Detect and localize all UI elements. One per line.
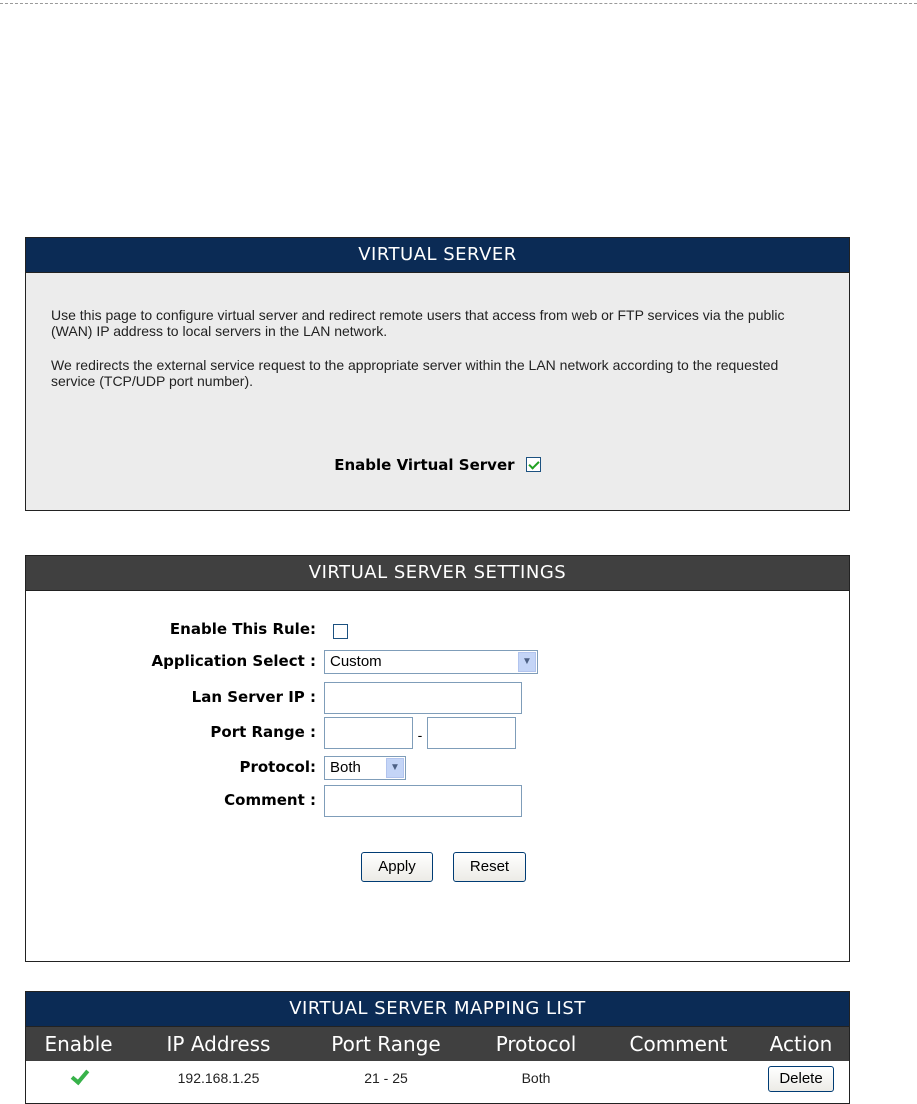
port-end-input[interactable] (427, 717, 516, 749)
protocol-select[interactable] (324, 756, 406, 780)
row-action-cell (751, 1061, 851, 1095)
mapping-list-panel (25, 991, 850, 1104)
enable-rule-row (26, 616, 849, 646)
virtual-server-description-2: We redirects the external service request to the appropriate server within the LAN network according to the requested service (TCP/UDP port number). (51, 357, 779, 389)
virtual-server-panel (25, 237, 850, 511)
port-range-label: Port Range : (210, 723, 316, 741)
settings-title: VIRTUAL SERVER SETTINGS (26, 556, 849, 591)
lan-server-ip-label: Lan Server IP : (191, 688, 316, 706)
column-header-comment: Comment (629, 1032, 728, 1056)
mapping-list-header (26, 1027, 849, 1061)
port-range-row (26, 717, 849, 747)
enable-rule-label: Enable This Rule: (169, 620, 316, 638)
comment-label: Comment : (224, 791, 316, 809)
column-header-action: Action (769, 1032, 833, 1056)
mapping-list-title: VIRTUAL SERVER MAPPING LIST (26, 992, 849, 1027)
apply-button[interactable]: Apply (361, 852, 433, 882)
enable-virtual-server-label: Enable Virtual Server (334, 456, 515, 474)
column-header-ip-address: IP Address (166, 1032, 271, 1056)
virtual-server-description-1: Use this page to configure virtual server and redirect remote users that access from web or FTP services via the public (WAN) IP address to local servers in the LAN network. (51, 307, 785, 339)
chevron-down-icon: ▼ (518, 652, 536, 672)
table-row (26, 1061, 849, 1095)
lan-server-ip-input[interactable] (324, 682, 522, 714)
virtual-server-settings-panel (25, 555, 850, 962)
application-select-value: Custom (330, 653, 382, 670)
protocol-row (26, 752, 849, 782)
chevron-down-icon: ▼ (386, 758, 404, 778)
reset-button[interactable]: Reset (453, 852, 526, 882)
row-protocol: Both (521, 1070, 551, 1086)
row-ip-address: 192.168.1.25 (177, 1070, 260, 1086)
enable-rule-checkbox[interactable] (333, 624, 348, 639)
column-header-port-range: Port Range (331, 1032, 441, 1056)
lan-server-ip-row (26, 682, 849, 712)
protocol-label: Protocol: (239, 758, 316, 776)
virtual-server-title: VIRTUAL SERVER (26, 238, 849, 273)
column-header-enable: Enable (44, 1032, 113, 1056)
application-select[interactable] (324, 650, 538, 674)
comment-input[interactable] (324, 785, 522, 817)
top-dashed-rule (0, 3, 917, 4)
application-select-label: Application Select : (151, 652, 316, 670)
enable-virtual-server-row (26, 456, 849, 474)
port-range-separator: - (417, 727, 423, 743)
application-select-row (26, 646, 849, 676)
checkmark-icon (70, 1068, 88, 1086)
row-enable-cell (26, 1061, 131, 1095)
column-header-protocol: Protocol (495, 1032, 577, 1056)
row-port-range: 21 - 25 (364, 1070, 408, 1086)
port-start-input[interactable] (324, 717, 413, 749)
enable-virtual-server-checkbox[interactable] (526, 457, 541, 472)
comment-row (26, 785, 849, 815)
protocol-select-value: Both (330, 759, 361, 776)
delete-button[interactable]: Delete (768, 1066, 833, 1092)
